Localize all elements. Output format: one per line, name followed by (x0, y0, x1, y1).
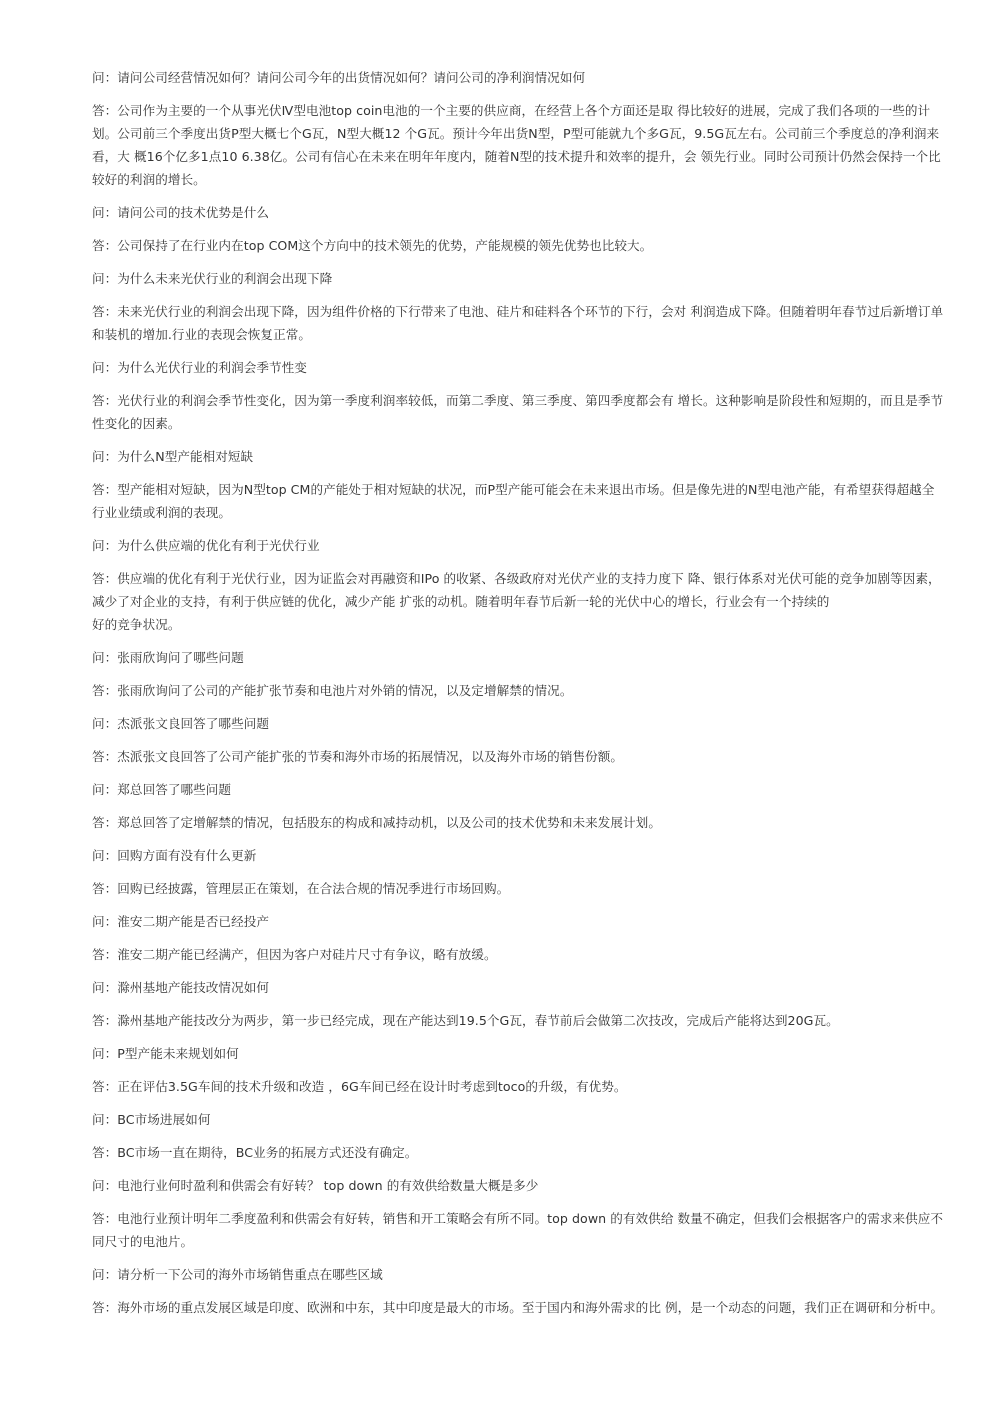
answer-14: 答：BC市场一直在期待，BC业务的拓展方式还没有确定。 (92, 1145, 418, 1160)
answer-2: 答：公司保持了在行业内在top COM这个方向中的技术领先的优势，产能规模的领先优势也比较大。 (92, 238, 653, 253)
question-2: 问：请问公司的技术优势是什么 (92, 205, 270, 220)
question-12: 问：滁州基地产能技改情况如何 (92, 980, 270, 995)
answer-7: 答：张雨欣询问了公司的产能扩张节奏和电池片对外销的情况，以及定增解禁的情况。 (92, 683, 573, 698)
answer-1: 答：公司作为主要的一个从事光伏Ⅳ型电池top coin电池的一个主要的供应商，在经营上各个方面还是取 得比较好的进展，完成了我们各项的一些的计划。公司前三个季度出货P型大概七个G瓦，N型大概12 个G瓦。预计今年出货N型，P型可能就九个多G瓦，9.5G瓦左右。公司前三个季度总的净利润来看，大 概16个亿多1点10 6.38亿。公司有信心在未来在明年年度内，随着N型的技术提升和效率的提升，会 领先行业。同时公司预计仍然会保持一个比较好的利润的增长。 (92, 103, 941, 187)
answer-10: 答：回购已经披露，管理层正在策划，在合法合规的情况季进行市场回购。 (92, 881, 510, 896)
answer-9: 答：郑总回答了定增解禁的情况，包括股东的构成和减持动机，以及公司的技术优势和未来发展计划。 (92, 815, 661, 830)
question-7: 问：张雨欣询问了哪些问题 (92, 650, 244, 665)
question-9: 问：郑总回答了哪些问题 (92, 782, 232, 797)
question-10: 问：回购方面有没有什么更新 (92, 848, 257, 863)
question-5: 问：为什么N型产能相对短缺 (92, 449, 254, 464)
question-8: 问：杰派张文良回答了哪些问题 (92, 716, 270, 731)
question-15: 问：电池行业何时盈利和供需会有好转？ top down 的有效供给数量大概是多少 (92, 1178, 539, 1193)
question-16: 问：请分析一下公司的海外市场销售重点在哪些区域 (92, 1267, 383, 1282)
answer-4: 答：光伏行业的利润会季节性变化，因为第一季度利润率较低，而第二季度、第三季度、第四季度都会有 增长。这种影响是阶段性和短期的，而且是季节性变化的因素。 (92, 393, 944, 431)
answer-3: 答：未来光伏行业的利润会出现下降，因为组件价格的下行带来了电池、硅片和硅料各个环节的下行，会对 利润造成下降。但随着明年春节过后新增订单和装机的增加.行业的表现会恢复正常。 (92, 304, 944, 342)
answer-12: 答：滁州基地产能技改分为两步，第一步已经完成，现在产能达到19.5个G瓦，春节前后会做第二次技改，完成后产能将达到20G瓦。 (92, 1013, 839, 1028)
answer-13: 答：正在评估3.5G车间的技术升级和改造 ，6G车间已经在设计时考虑到toco的升级，有优势。 (92, 1079, 627, 1094)
question-13: 问：P型产能未来规划如何 (92, 1046, 239, 1061)
answer-8: 答：杰派张文良回答了公司产能扩张的节奏和海外市场的拓展情况，以及海外市场的销售份额。 (92, 749, 624, 764)
question-14: 问：BC市场进展如何 (92, 1112, 211, 1127)
question-11: 问：淮安二期产能是否已经投产 (92, 914, 270, 929)
answer-16: 答：海外市场的重点发展区域是印度、欧洲和中东，其中印度是最大的市场。至于国内和海外需求的比 例，是一个动态的问题，我们正在调研和分析中。 (92, 1300, 944, 1315)
question-6: 问：为什么供应端的优化有利于光伏行业 (92, 538, 320, 553)
answer-15: 答：电池行业预计明年二季度盈利和供需会有好转，销售和开工策略会有所不同。top down 的有效供给 数量不确定，但我们会根据客户的需求来供应不同尺寸的电池片。 (92, 1211, 944, 1249)
question-3: 问：为什么未来光伏行业的利润会出现下降 (92, 271, 333, 286)
answer-6: 答：供应端的优化有利于光伏行业，因为证监会对再融资和IPo 的收紧、各级政府对光伏产业的支持力度下 降、银行体系对光伏可能的竞争加剧等因素，减少了对企业的支持，有利于供应链的优化，减少产能 扩张的动机。随着明年春节后新一轮的光伏中心的增长，行业会有一个持续的 好的竞争状况。 (92, 571, 941, 632)
question-1: 问：请问公司经营情况如何？请问公司今年的出货情况如何？请问公司的净利润情况如何 (92, 70, 586, 85)
question-4: 问：为什么光伏行业的利润会季节性变 (92, 360, 307, 375)
answer-11: 答：淮安二期产能已经满产，但因为客户对硅片尺寸有争议，略有放缓。 (92, 947, 497, 962)
answer-5: 答：型产能相对短缺，因为N型top CM的产能处于相对短缺的状况，而P型产能可能会在未来退出市场。但是像先进的N型电池产能，有希望获得超越全行业业绩或利润的表现。 (92, 482, 935, 520)
document-body (92, 66, 944, 1329)
